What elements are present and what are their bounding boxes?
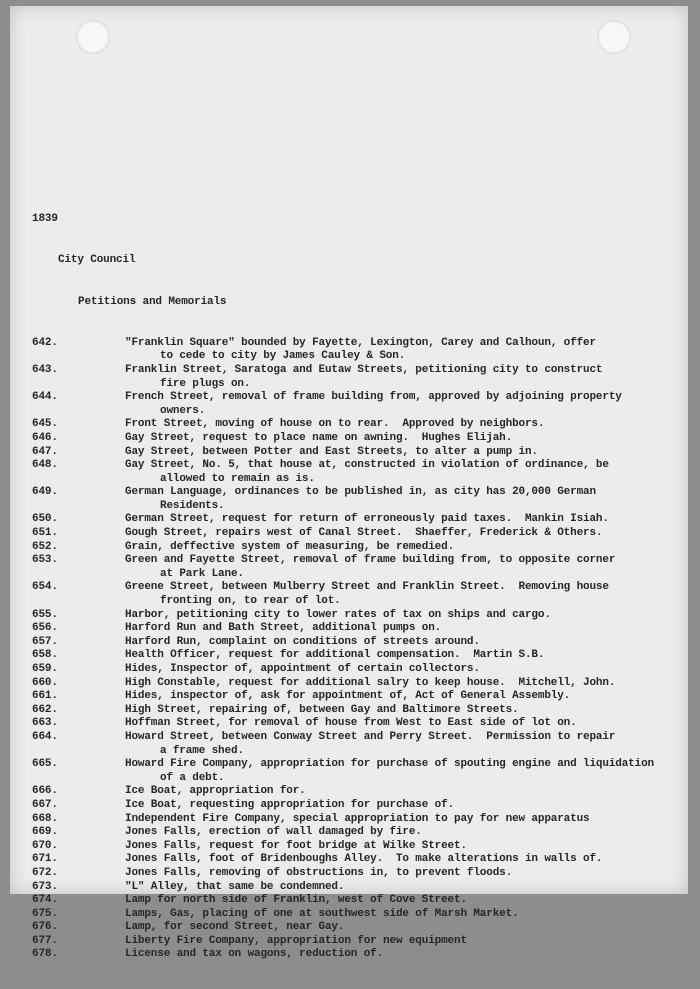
entry-text: Jones Falls, removing of obstructions in, to prevent floods.	[125, 866, 513, 879]
entry-row	[32, 853, 682, 867]
entry-text: Harford Run and Bath Street, additional pumps on.	[125, 622, 442, 635]
entry-continuation: to cede to city by James Cauley & Son.	[160, 350, 406, 363]
entry-continuation: of a debt.	[160, 771, 225, 784]
entry-row	[32, 554, 682, 581]
entry-number: 675.	[32, 907, 58, 920]
entry-number: 670.	[32, 839, 58, 852]
entry-row	[32, 459, 682, 486]
document-body	[32, 186, 682, 989]
punch-hole	[597, 20, 631, 54]
entry-row	[32, 581, 682, 608]
entry-number: 668.	[32, 812, 58, 825]
entry-row	[32, 432, 682, 446]
entry-number: 649.	[32, 486, 58, 499]
entry-text: License and tax on wagons, reduction of.	[125, 948, 384, 961]
section-heading: City Council	[58, 254, 136, 267]
entry-number: 677.	[32, 934, 58, 947]
entry-continuation: fronting on, to rear of lot.	[160, 595, 341, 608]
entry-row	[32, 649, 682, 663]
entry-row	[32, 622, 682, 636]
entry-number: 652.	[32, 540, 58, 553]
entry-row	[32, 663, 682, 677]
entry-list	[32, 337, 682, 962]
entry-text: Howard Street, between Conway Street and Perry Street. Permission to repair	[125, 730, 616, 743]
entry-text: Lamps, Gas, placing of one at southwest side of Marsh Market.	[125, 907, 519, 920]
entry-number: 650.	[32, 513, 58, 526]
subsection-heading: Petitions and Memorials	[78, 295, 227, 308]
entry-text: Independent Fire Company, special appropriation to pay for new apparatus	[125, 812, 590, 825]
entry-number: 666.	[32, 785, 58, 798]
entry-row	[32, 337, 682, 364]
entry-number: 646.	[32, 431, 58, 444]
punch-hole	[76, 20, 110, 54]
entry-row	[32, 826, 682, 840]
entry-text: Hoffman Street, for removal of house from West to East side of lot on.	[125, 717, 577, 730]
entry-number: 648.	[32, 459, 58, 472]
entry-row	[32, 921, 682, 935]
entry-text: German Language, ordinances to be published in, as city has 20,000 German	[125, 486, 596, 499]
entry-row	[32, 731, 682, 758]
entry-row	[32, 677, 682, 691]
entry-text: Ice Boat, appropriation for.	[125, 785, 306, 798]
entry-number: 665.	[32, 758, 58, 771]
entry-number: 667.	[32, 798, 58, 811]
entry-number: 664.	[32, 730, 58, 743]
entry-text: Greene Street, between Mulberry Street and Franklin Street. Removing house	[125, 581, 609, 594]
entry-row	[32, 609, 682, 623]
entry-number: 672.	[32, 866, 58, 879]
entry-row	[32, 446, 682, 460]
entry-continuation: Residents.	[160, 499, 225, 512]
entry-text: Gay Street, request to place name on awning. Hughes Elijah.	[125, 431, 513, 444]
entry-number: 643.	[32, 363, 58, 376]
entry-text: German Street, request for return of erroneously paid taxes. Mankin Isiah.	[125, 513, 609, 526]
entry-text: Gough Street, repairs west of Canal Street. Shaeffer, Frederick & Others.	[125, 527, 603, 540]
entry-row	[32, 636, 682, 650]
entry-row	[32, 364, 682, 391]
entry-number: 678.	[32, 948, 58, 961]
entry-text: Howard Fire Company, appropriation for purchase of spouting engine and liquidation	[125, 758, 654, 771]
entry-number: 642.	[32, 336, 58, 349]
entry-text: High Constable, request for additional salry to keep house. Mitchell, John.	[125, 676, 616, 689]
entry-number: 663.	[32, 717, 58, 730]
entry-row	[32, 785, 682, 799]
entry-number: 653.	[32, 554, 58, 567]
entry-number: 657.	[32, 635, 58, 648]
entry-number: 644.	[32, 391, 58, 404]
entry-row	[32, 935, 682, 949]
entry-text: Harbor, petitioning city to lower rates of tax on ships and cargo.	[125, 608, 551, 621]
entry-number: 673.	[32, 880, 58, 893]
entry-text: Hides, inspector of, ask for appointment of, Act of General Assembly.	[125, 690, 571, 703]
entry-row	[32, 391, 682, 418]
entry-text: French Street, removal of frame building from, approved by adjoining property	[125, 391, 622, 404]
entry-text: Gay Street, between Potter and East Streets, to alter a pump in.	[125, 445, 538, 458]
entry-number: 659.	[32, 663, 58, 675]
entry-row	[32, 690, 682, 704]
entry-text: Jones Falls, erection of wall damaged by fire.	[125, 826, 422, 839]
entry-text: "Franklin Square" bounded by Fayette, Lexington, Carey and Calhoun, offer	[125, 336, 596, 349]
entry-row	[32, 948, 682, 962]
entry-text: Lamp for north side of Franklin, west of Cove Street.	[125, 894, 467, 907]
entry-row	[32, 813, 682, 827]
entry-row	[32, 717, 682, 731]
entry-number: 656.	[32, 622, 58, 635]
entry-number: 660.	[32, 676, 58, 689]
entry-text: Franklin Street, Saratoga and Eutaw Streets, petitioning city to construct	[125, 363, 603, 376]
entry-number: 674.	[32, 894, 58, 907]
entry-number: 654.	[32, 581, 58, 594]
entry-text: Liberty Fire Company, appropriation for new equipment	[125, 934, 467, 947]
entry-text: Ice Boat, requesting appropriation for purchase of.	[125, 798, 455, 811]
entry-row	[32, 867, 682, 881]
entry-continuation: a frame shed.	[160, 744, 244, 757]
document-page	[10, 6, 688, 961]
entry-number: 655.	[32, 608, 58, 621]
entry-text: Front Street, moving of house on to rear. Approved by neighbors.	[125, 418, 545, 431]
entry-number: 661.	[32, 690, 58, 703]
entry-number: 651.	[32, 527, 58, 540]
entry-text: Grain, deffective system of measuring, be remedied.	[125, 540, 455, 553]
entry-row	[32, 541, 682, 555]
entry-text: Health Officer, request for additional compensation. Martin S.B.	[125, 649, 545, 662]
entry-row	[32, 513, 682, 527]
document-year: 1839	[32, 213, 58, 226]
entry-text: Jones Falls, request for foot bridge at Wilke Street.	[125, 839, 467, 852]
entry-row	[32, 527, 682, 541]
entry-number: 676.	[32, 921, 58, 934]
entry-continuation: at Park Lane.	[160, 567, 244, 580]
entry-row	[32, 894, 682, 908]
entry-continuation: allowed to remain as is.	[160, 472, 315, 485]
entry-number: 671.	[32, 853, 58, 866]
entry-row	[32, 486, 682, 513]
entry-continuation: owners.	[160, 404, 206, 417]
entry-text: Gay Street, No. 5, that house at, constructed in violation of ordinance, be	[125, 459, 609, 472]
entry-text: Hides, Inspector of, appointment of certain collectors.	[125, 663, 480, 675]
entry-text: Lamp, for second Street, near Gay.	[125, 921, 345, 934]
entry-number: 647.	[32, 445, 58, 458]
entry-row	[32, 881, 682, 895]
entry-row	[32, 758, 682, 785]
entry-row	[32, 840, 682, 854]
entry-text: "L" Alley, that same be condemned.	[125, 880, 345, 893]
entry-row	[32, 418, 682, 432]
entry-number: 669.	[32, 826, 58, 839]
entry-number: 645.	[32, 418, 58, 431]
entry-row	[32, 704, 682, 718]
entry-continuation: fire plugs on.	[160, 377, 251, 390]
entry-number: 662.	[32, 703, 58, 716]
entry-text: Harford Run, complaint on conditions of streets around.	[125, 635, 480, 648]
entry-row	[32, 908, 682, 922]
entry-text: High Street, repairing of, between Gay and Baltimore Streets.	[125, 703, 519, 716]
entry-number: 658.	[32, 649, 58, 662]
entry-text: Green and Fayette Street, removal of frame building from, to opposite corner	[125, 554, 616, 567]
entry-text: Jones Falls, foot of Bridenboughs Alley. To make alterations in walls of.	[125, 853, 603, 866]
entry-row	[32, 799, 682, 813]
